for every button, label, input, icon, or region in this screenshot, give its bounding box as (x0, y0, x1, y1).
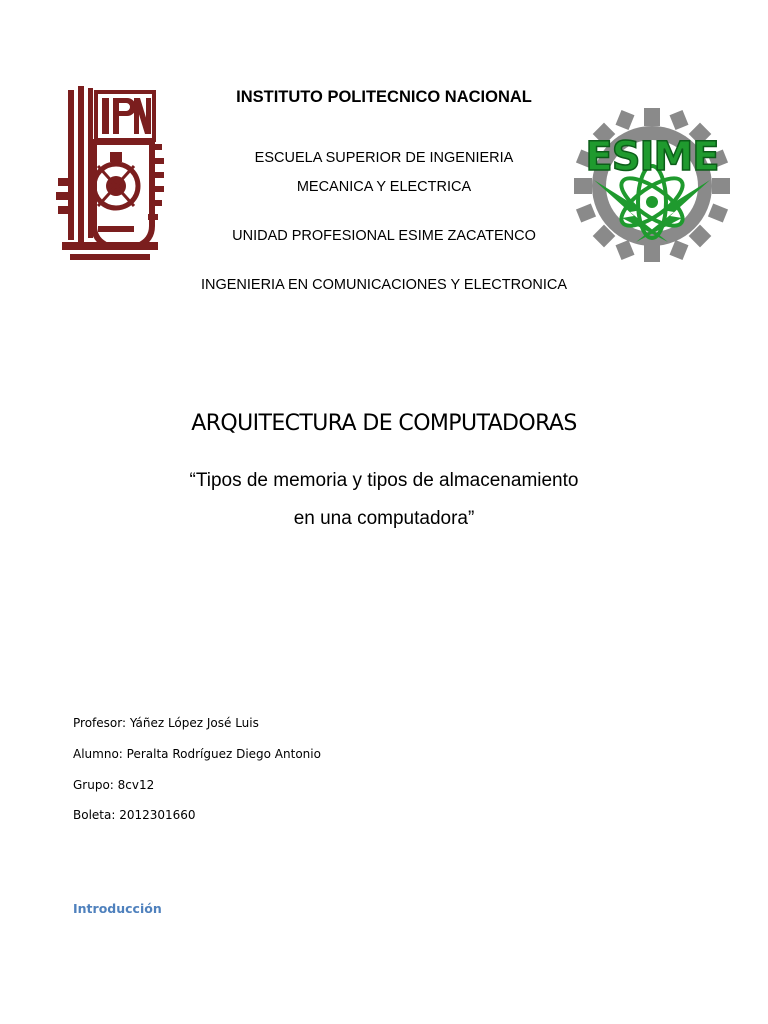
unit-name: UNIDAD PROFESIONAL ESIME ZACATENCO (232, 228, 536, 244)
topic-title-line1: “Tipos de memoria y tipos de almacenamiento (189, 470, 579, 491)
course-title: ARQUITECTURA DE COMPUTADORAS (191, 411, 577, 436)
school-name-line2: MECANICA Y ELECTRICA (296, 179, 472, 195)
professor-line: Profesor: Yáñez López José Luis (73, 716, 259, 730)
svg-text:ESIME: ESIME (585, 134, 719, 180)
boleta-line: Boleta: 2012301660 (73, 808, 196, 822)
student-line: Alumno: Peralta Rodríguez Diego Antonio (73, 747, 321, 761)
intro-heading: Introducción (73, 901, 162, 916)
topic-title-line2: en una computadora” (293, 508, 475, 529)
group-line: Grupo: 8cv12 (73, 778, 155, 792)
institution-name: INSTITUTO POLITECNICO NACIONAL (236, 88, 532, 106)
program-name: INGENIERIA EN COMUNICACIONES Y ELECTRONICA (200, 277, 568, 293)
school-name-line1: ESCUELA SUPERIOR DE INGENIERIA (254, 150, 514, 166)
